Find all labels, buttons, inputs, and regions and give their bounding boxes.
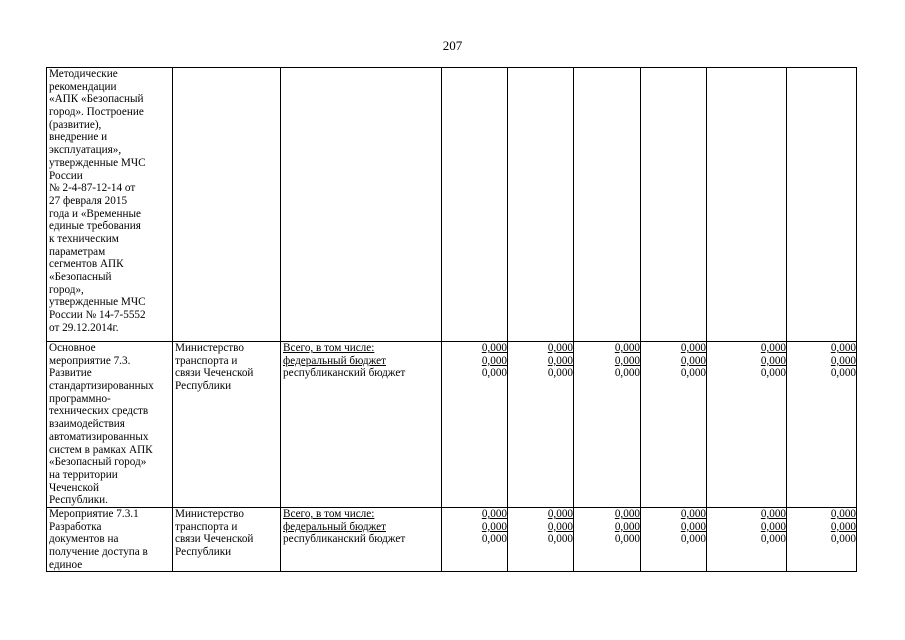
- activity-name-line: «Безопасный город»: [49, 456, 147, 469]
- amount-value: 0,000: [830, 508, 856, 520]
- amount-value: 0,000: [481, 354, 507, 367]
- amount-cell: [442, 508, 508, 572]
- amount-value: 0,000: [830, 342, 856, 354]
- amount-value: 0,000: [614, 520, 640, 533]
- activity-name-line: Чеченской: [49, 481, 99, 494]
- activity-name-line: эксплуатация»,: [49, 144, 122, 157]
- amount-value: 0,000: [680, 533, 706, 546]
- activity-name-line: Основное: [49, 342, 96, 354]
- amount-value: 0,000: [547, 354, 573, 367]
- amount-value: 0,000: [680, 520, 706, 533]
- amount-value: 0,000: [481, 520, 507, 533]
- amount-cell: [508, 68, 574, 342]
- funding-source-line: Всего, в том числе:: [283, 342, 375, 354]
- amount-value: 0,000: [481, 367, 507, 380]
- amount-cell: [641, 508, 707, 572]
- amount-cell: [508, 508, 574, 572]
- amount-value: 0,000: [830, 533, 856, 546]
- activity-name-line: город». Построение: [49, 106, 144, 119]
- funding-source-cell: [281, 342, 442, 508]
- amount-value: 0,000: [481, 508, 507, 520]
- table-row: [47, 342, 857, 508]
- amount-value: 0,000: [760, 520, 786, 533]
- table-row: [47, 68, 857, 342]
- amount-cell: [508, 342, 574, 508]
- funding-source-cell: [281, 68, 442, 342]
- activity-name-cell: [47, 68, 173, 342]
- amount-cell: [787, 342, 857, 508]
- amount-value: 0,000: [547, 520, 573, 533]
- funding-source-line: Всего, в том числе:: [283, 508, 375, 520]
- executor-line: Министерство: [175, 508, 244, 520]
- activity-name-line: рекомендации: [49, 80, 117, 93]
- executor-cell: [173, 68, 281, 342]
- activity-name-line: «АПК «Безопасный: [49, 93, 144, 106]
- amount-value: 0,000: [614, 533, 640, 546]
- executor-cell: [173, 508, 281, 572]
- amount-value: 0,000: [760, 354, 786, 367]
- amount-value: 0,000: [547, 342, 573, 354]
- activity-name-line: утвержденные МЧС: [49, 156, 146, 169]
- amount-value: 0,000: [614, 367, 640, 380]
- executor-line: Министерство: [175, 342, 244, 354]
- amount-cell: [641, 68, 707, 342]
- amount-value: 0,000: [830, 520, 856, 533]
- funding-source-cell: [281, 508, 442, 572]
- activity-name-line: получение доступа в: [49, 546, 148, 559]
- amount-value: 0,000: [481, 342, 507, 354]
- activity-name-line: от 29.12.2014г.: [49, 321, 119, 334]
- activity-name-line: сегментов АПК: [49, 258, 124, 271]
- amount-value: 0,000: [680, 354, 706, 367]
- activity-name-line: 27 февраля 2015: [49, 194, 128, 207]
- amount-cell: [641, 342, 707, 508]
- executor-line: Республики: [175, 546, 232, 559]
- executor-cell: [173, 342, 281, 508]
- amount-cell: [787, 68, 857, 342]
- activity-name-line: город»,: [49, 283, 84, 296]
- activity-name-line: мероприятие 7.3.: [49, 354, 131, 367]
- amount-value: 0,000: [760, 508, 786, 520]
- amount-cell: [574, 508, 641, 572]
- amount-cell: [574, 342, 641, 508]
- activity-name-line: взаимодействия: [49, 418, 125, 431]
- activity-name-line: Методические: [49, 68, 118, 80]
- amount-value: 0,000: [680, 342, 706, 354]
- amount-value: 0,000: [547, 533, 573, 546]
- activity-name-line: систем в рамках АПК: [49, 443, 153, 456]
- executor-line: транспорта и: [175, 520, 238, 533]
- amount-cell: [442, 342, 508, 508]
- executor-line: транспорта и: [175, 354, 238, 367]
- amount-value: 0,000: [547, 367, 573, 380]
- amount-value: 0,000: [680, 508, 706, 520]
- activity-name-line: (развитие),: [49, 118, 102, 131]
- activity-name-line: единые требования: [49, 220, 141, 233]
- amount-cell: [707, 68, 787, 342]
- activity-name-line: единое: [49, 558, 83, 571]
- funding-source-line: республиканский бюджет: [283, 367, 406, 380]
- executor-line: связи Чеченской: [175, 533, 254, 546]
- executor-line: Республики: [175, 380, 232, 393]
- activity-name-line: «Безопасный: [49, 271, 112, 283]
- amount-value: 0,000: [830, 354, 856, 367]
- activity-name-line: Разработка: [49, 520, 102, 533]
- amount-value: 0,000: [830, 367, 856, 380]
- activity-name-cell: [47, 342, 173, 508]
- amount-value: 0,000: [614, 354, 640, 367]
- amount-value: 0,000: [760, 367, 786, 380]
- amount-value: 0,000: [760, 342, 786, 354]
- activity-name-cell: [47, 508, 173, 572]
- amount-value: 0,000: [614, 508, 640, 520]
- amount-cell: [707, 508, 787, 572]
- amount-value: 0,000: [547, 508, 573, 520]
- activity-name-line: технических средств: [49, 405, 149, 418]
- activity-name-line: к техническим: [49, 232, 119, 245]
- amount-value: 0,000: [680, 367, 706, 380]
- amount-value: 0,000: [760, 533, 786, 546]
- activity-name-line: утвержденные МЧС: [49, 296, 146, 309]
- activity-name-line: Республики.: [49, 494, 108, 507]
- funding-source-line: федеральный бюджет: [283, 354, 386, 367]
- activity-name-line: Развитие: [49, 367, 92, 380]
- activity-name-line: внедрение и: [49, 131, 108, 144]
- activity-name-line: на территории: [49, 468, 118, 481]
- activity-name-line: документов на: [49, 533, 119, 546]
- amount-cell: [574, 68, 641, 342]
- amount-cell: [787, 508, 857, 572]
- amount-value: 0,000: [481, 533, 507, 546]
- program-table: [46, 67, 857, 572]
- amount-value: 0,000: [614, 342, 640, 354]
- activity-name-line: года и «Временные: [49, 207, 141, 220]
- activity-name-line: России: [49, 169, 83, 182]
- amount-cell: [707, 342, 787, 508]
- activity-name-line: стандартизированных: [49, 380, 154, 393]
- activity-name-line: автоматизированных: [49, 430, 149, 443]
- funding-source-line: федеральный бюджет: [283, 520, 386, 533]
- funding-source-line: республиканский бюджет: [283, 533, 406, 546]
- activity-name-line: Мероприятие 7.3.1: [49, 508, 139, 520]
- activity-name-line: № 2-4-87-12-14 от: [49, 182, 136, 195]
- executor-line: связи Чеченской: [175, 367, 254, 380]
- page-number: 207: [442, 38, 463, 53]
- activity-name-line: параметрам: [49, 245, 106, 258]
- table-row: [47, 508, 857, 572]
- activity-name-line: программно-: [49, 392, 111, 405]
- activity-name-line: России № 14-7-5552: [49, 309, 146, 322]
- amount-cell: [442, 68, 508, 342]
